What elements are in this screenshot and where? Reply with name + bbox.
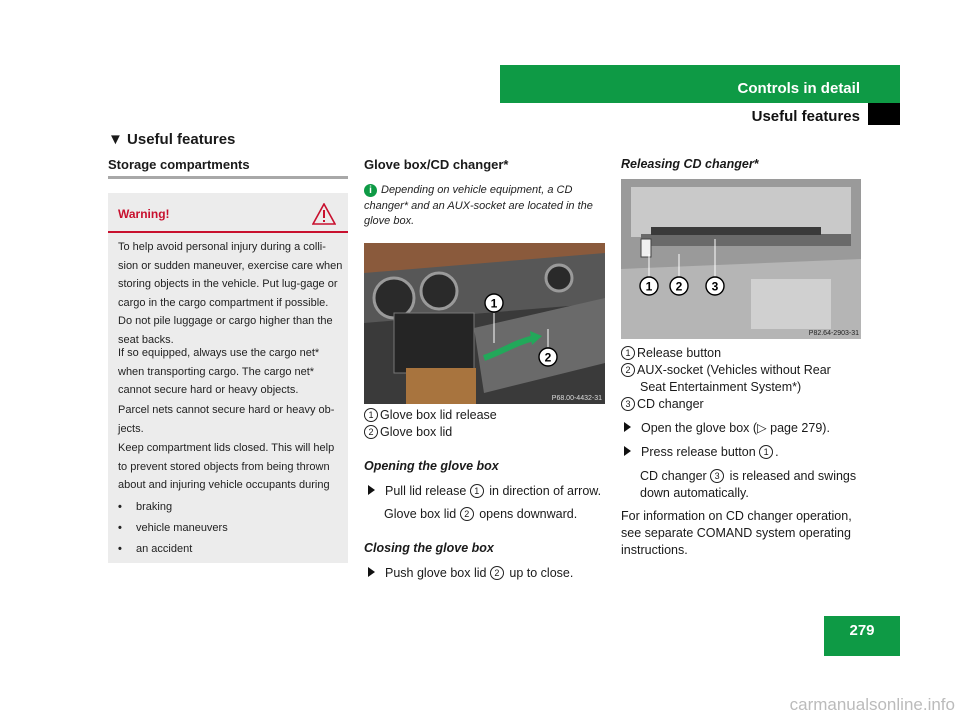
section-title: Controls in detail — [737, 80, 860, 97]
cd-changer-illustration — [621, 179, 861, 339]
info-line: For information on CD changer operation, — [621, 509, 852, 523]
page-ref-arrow-icon: ▷ — [757, 421, 767, 435]
page-number: 279 — [824, 616, 900, 656]
glovebox-illustration — [364, 243, 605, 404]
instruction-step: Push glove box lid 2 up to close. — [368, 565, 573, 582]
warning-paragraph: If so equipped, always use the cargo net* when transporting cargo. The cargo net* cannot secure hard or heavy objects. — [118, 347, 320, 396]
callout-2 — [539, 348, 557, 366]
instruction-step: Pull lid release 1 in direction of arrow. — [368, 483, 601, 500]
info-line: see separate COMAND system operating — [621, 526, 851, 540]
triangle-down-icon: ▼ — [108, 131, 123, 148]
instruction-result: Glove box lid 2 opens downward. — [384, 507, 578, 521]
warning-bullet: • braking — [118, 501, 173, 513]
warning-divider — [108, 231, 348, 233]
legend-item: 1 Release button — [621, 345, 721, 362]
warning-icon — [312, 203, 336, 225]
legend-item: 1 Glove box lid release — [364, 407, 497, 424]
glovebox-title: Glove box/CD changer* — [364, 157, 509, 172]
legend-item-continued: Seat Entertainment System*) — [640, 380, 802, 394]
callout-1 — [485, 294, 503, 312]
info-icon: i — [364, 184, 377, 197]
instruction-result: down automatically. — [640, 486, 749, 500]
page-link[interactable]: page 279 — [770, 421, 823, 435]
image-code: P82.64-2903-31 — [808, 330, 859, 337]
bullet-arrow-icon — [368, 485, 375, 495]
divider — [108, 176, 348, 179]
legend-item: 2 AUX-socket (Vehicles without Rear — [621, 362, 831, 379]
legend-item: 3 CD changer — [621, 396, 704, 413]
svg-text:1: 1 — [490, 296, 498, 311]
header-tab-marker — [868, 103, 900, 125]
opening-title: Opening the glove box — [364, 459, 499, 473]
warning-box — [108, 193, 348, 563]
warning-label: Warning! — [118, 207, 170, 221]
svg-text:2: 2 — [675, 279, 683, 294]
svg-text:3: 3 — [711, 279, 719, 294]
warning-bullet: • an accident — [118, 543, 193, 555]
instruction-step: Open the glove box (▷ page 279). — [624, 420, 830, 437]
svg-text:2: 2 — [544, 350, 552, 365]
warning-bullet: • vehicle maneuvers — [118, 522, 228, 534]
instruction-step: Press release button 1 . — [624, 444, 779, 461]
bullet-arrow-icon — [368, 567, 375, 577]
callout-3 — [706, 277, 724, 295]
warning-paragraph: Keep compartment lids closed. This will help to prevent stored objects from being thrown about and injuring vehicle occupants during — [118, 442, 335, 491]
page-heading: ▼ Useful features — [108, 131, 236, 148]
instruction-result: CD changer 3 is released and swings — [640, 469, 857, 483]
cd-changer-title: Releasing CD changer* — [621, 157, 759, 171]
image-code: P68.00-4432-31 — [551, 395, 602, 402]
warning-paragraph: To help avoid personal injury during a colli-sion or sudden maneuver, exercise care when storing objects in the vehicle. Put lug-gage or cargo in the cargo compartment if possible. Do not pile luggage or cargo higher than the seat backs. — [118, 241, 343, 346]
info-line: instructions. — [621, 543, 688, 557]
bullet-arrow-icon — [624, 422, 631, 432]
legend-item: 2 Glove box lid — [364, 424, 452, 441]
svg-text:1: 1 — [645, 279, 653, 294]
storage-title: Storage compartments — [108, 157, 250, 172]
watermark: carmanualsonline.info — [789, 695, 955, 714]
callout-1 — [640, 277, 658, 295]
callout-2 — [670, 277, 688, 295]
info-note: i Depending on vehicle equipment, a CD changer* and an AUX-socket are located in the glove box. — [364, 184, 593, 227]
subsection-title: Useful features — [751, 108, 860, 125]
warning-paragraph: Parcel nets cannot secure hard or heavy ob-jects. — [118, 404, 335, 435]
closing-title: Closing the glove box — [364, 541, 494, 555]
bullet-arrow-icon — [624, 446, 631, 456]
